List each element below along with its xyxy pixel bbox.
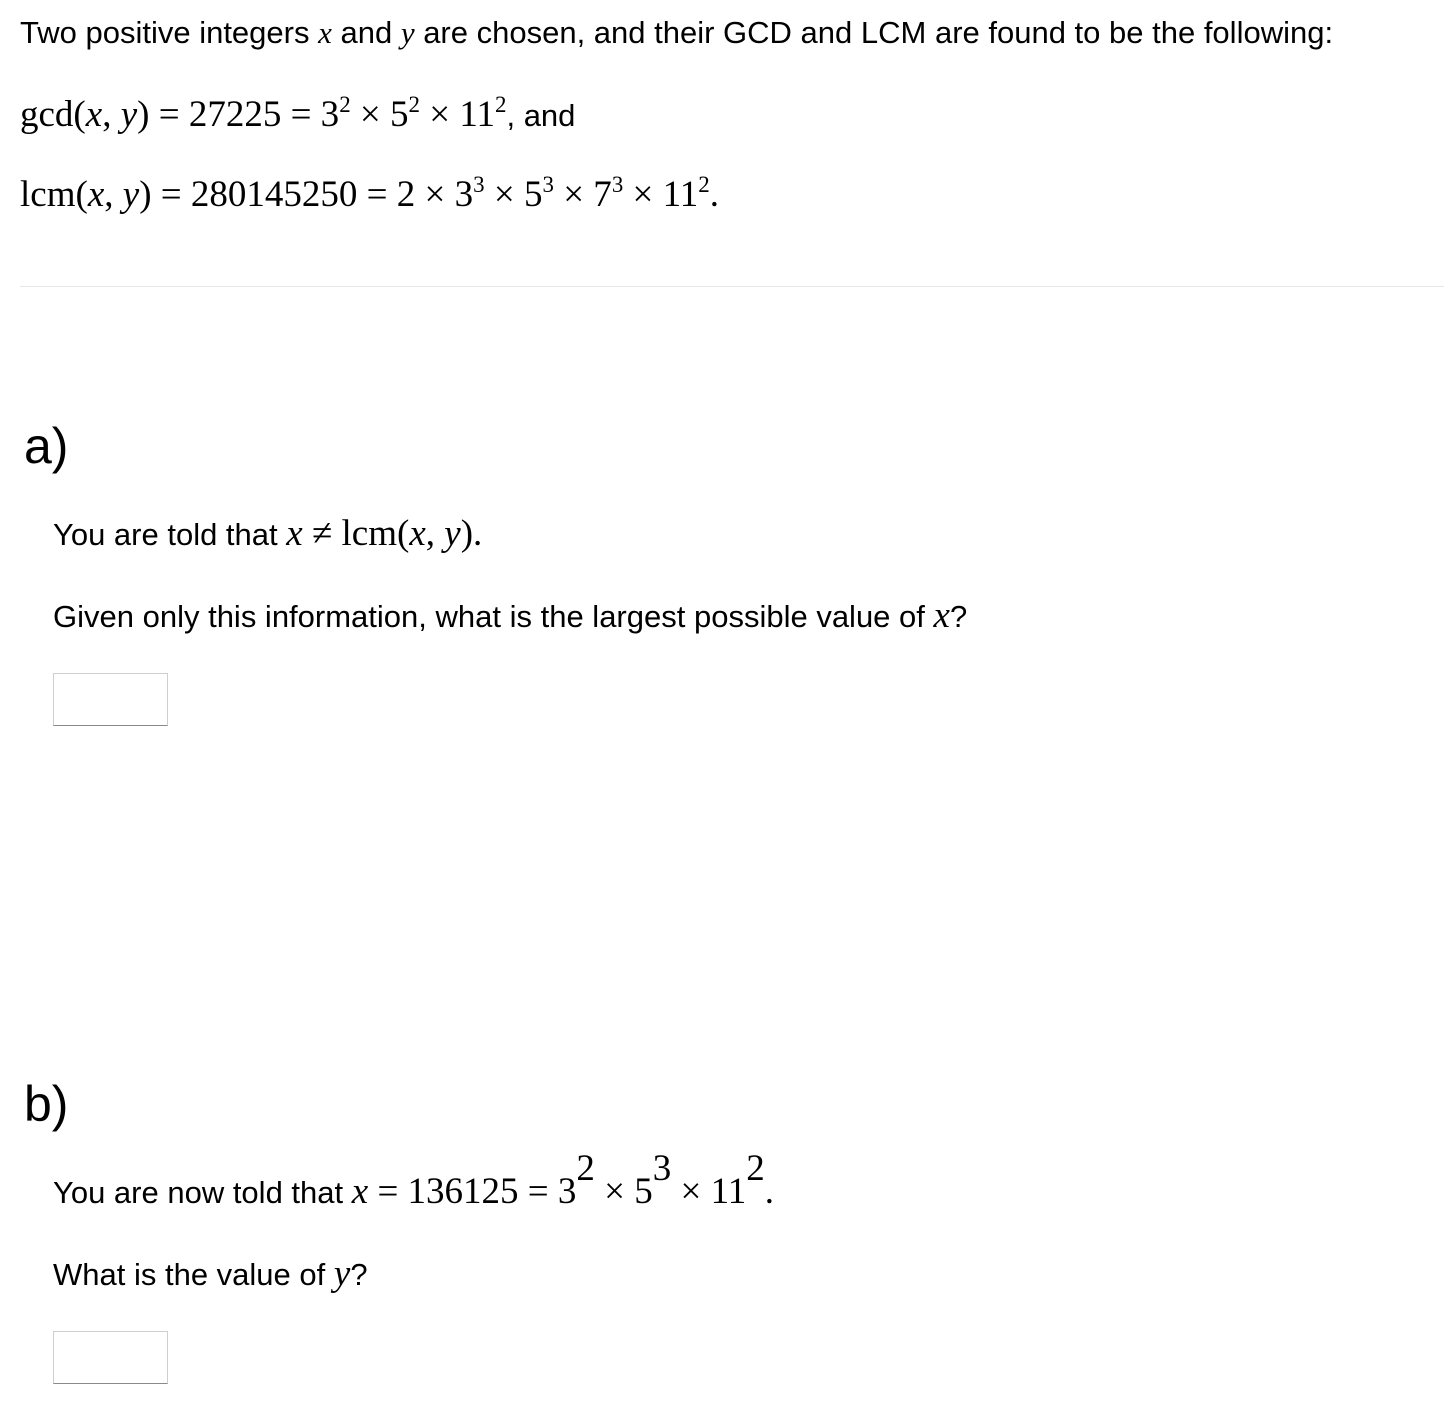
problem-intro: Two positive integers x and y are chosen, and their GCD and LCM are found to be the following: [20,15,1334,50]
section-divider [20,286,1444,287]
var-y: y [400,15,415,50]
part-a-question: Given only this information, what is the largest possible value of x? [53,595,968,636]
part-b-label: b) [24,1076,69,1132]
part-b-condition: You are now told that $x = 136125 = 3^2 \times 5^3 \times 11^2$. [53,1148,775,1212]
part-b-answer-input[interactable] [53,1331,168,1384]
var-x: x [318,15,332,50]
part-a-answer-input[interactable] [53,673,168,726]
gcd-equation: gcd(x, $y) = 27225 = 3^2 \times 5^2 \times 11^2$, and [20,91,576,135]
lcm-equation: lcm(x, $y) = 280145250 = 2 \times 3^3 \times 5^3 \times 7^3 \times 11^2$. [20,171,719,215]
part-a-condition: You are told that x ≠ lcm(x, y). [53,513,483,554]
part-b-question: What is the value of y? [53,1253,368,1294]
part-a-label: a) [24,418,69,474]
